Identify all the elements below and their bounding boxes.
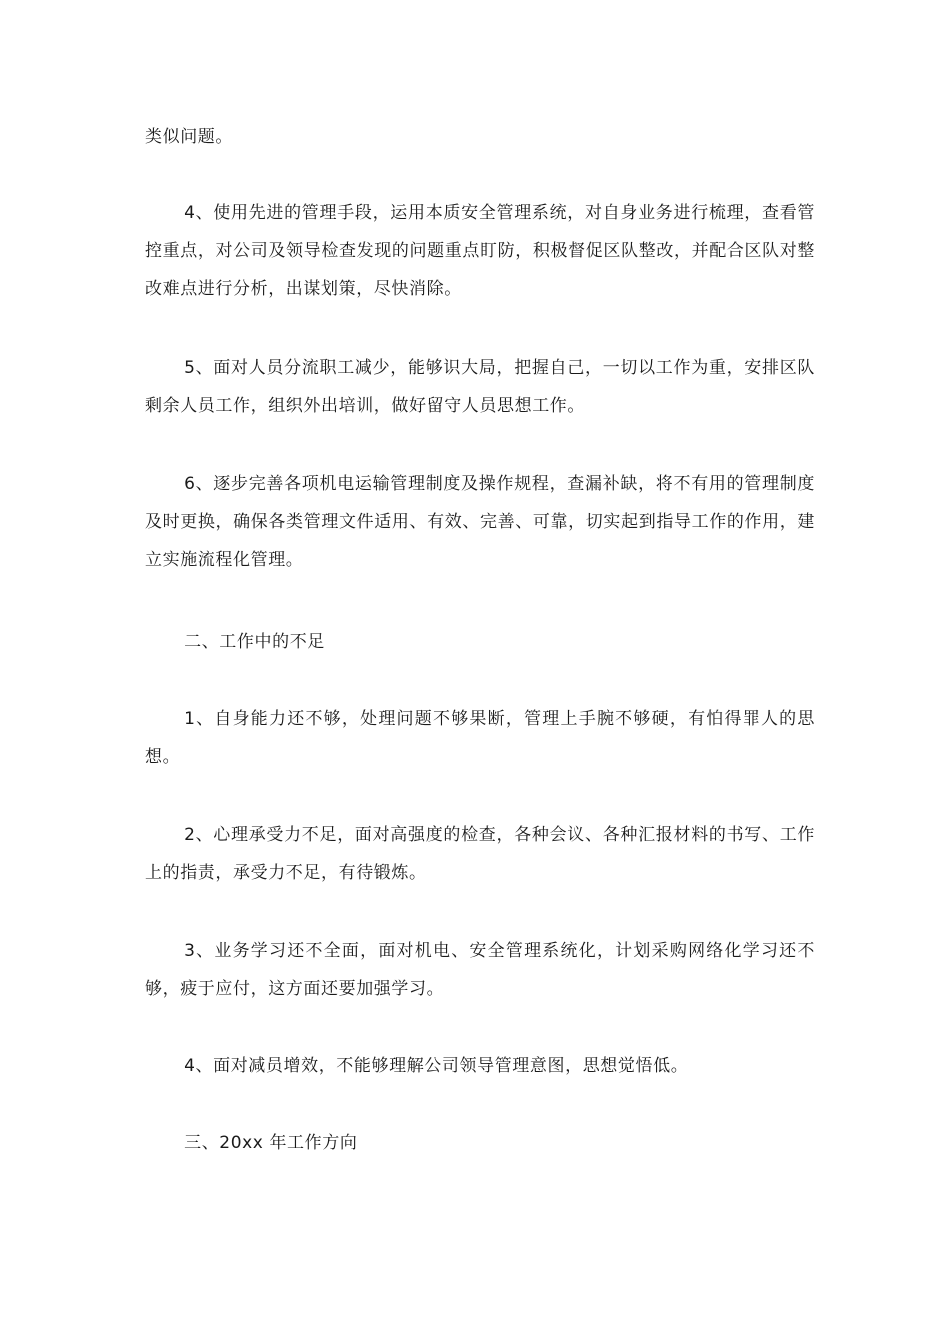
continuation-text: 类似问题。 (145, 127, 233, 147)
list-item: 6、逐步完善各项机电运输管理制度及操作规程，查漏补缺，将不有用的管理制度及时更换，确保各类管理文件适用、有效、完善、可靠，切实起到指导工作的作用，建立实施流程化管理。 (145, 474, 815, 570)
section-heading: 二、工作中的不足 (184, 632, 325, 652)
list-item: 3、业务学习还不全面，面对机电、安全管理系统化，计划采购网络化学习还不够，疲于应付，这方面还要加强学习。 (145, 941, 815, 999)
list-item: 2、心理承受力不足，面对高强度的检查，各种会议、各种汇报材料的书写、工作上的指责，承受力不足，有待锻炼。 (145, 825, 815, 883)
list-item: 4、面对减员增效，不能够理解公司领导管理意图，思想觉悟低。 (184, 1056, 689, 1076)
list-item: 4、使用先进的管理手段，运用本质安全管理系统，对自身业务进行梳理，查看管控重点，对公司及领导检查发现的问题重点盯防，积极督促区队整改，并配合区队对整改难点进行分析，出谋划策，尽快消除。 (145, 203, 815, 299)
list-item: 5、面对人员分流职工减少，能够识大局，把握自己，一切以工作为重，安排区队剩余人员工作，组织外出培训，做好留守人员思想工作。 (145, 358, 815, 416)
list-item: 1、自身能力还不够，处理问题不够果断，管理上手腕不够硬，有怕得罪人的思想。 (145, 709, 815, 767)
section-heading: 三、20xx 年工作方向 (184, 1133, 358, 1153)
